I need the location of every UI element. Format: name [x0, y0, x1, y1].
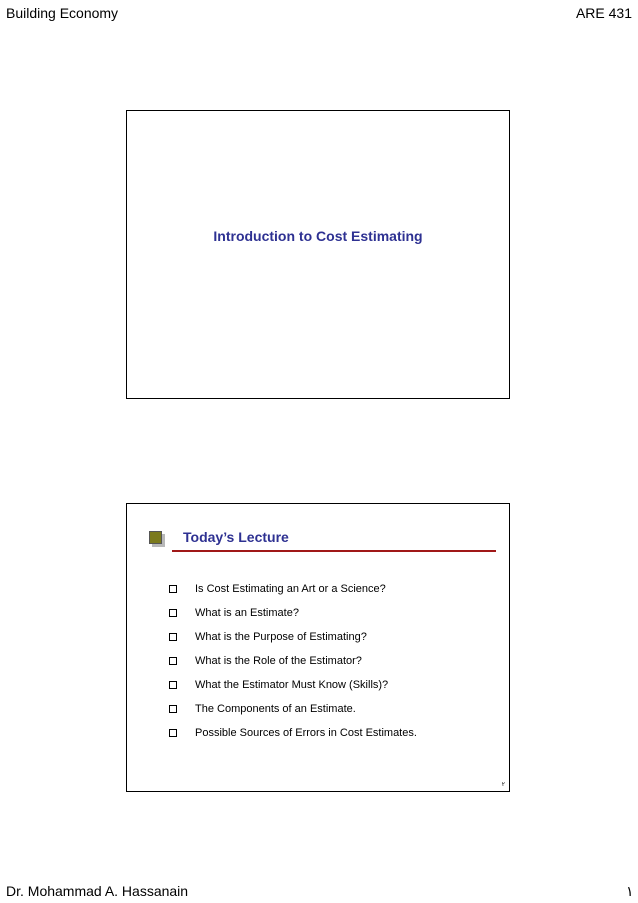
- lecture-topic-list: [169, 577, 417, 745]
- list-item: The Components of an Estimate.: [169, 697, 417, 721]
- list-item: What the Estimator Must Know (Skills)?: [169, 673, 417, 697]
- slide-1: [126, 110, 510, 399]
- list-item: What is an Estimate?: [169, 601, 417, 625]
- slide-2: [126, 503, 510, 792]
- list-item: Is Cost Estimating an Art or a Science?: [169, 577, 417, 601]
- list-item: What is the Purpose of Estimating?: [169, 625, 417, 649]
- title-underline: [172, 550, 496, 552]
- checkbox-bullet-icon: [169, 681, 177, 689]
- checkbox-bullet-icon: [169, 585, 177, 593]
- checkbox-bullet-icon: [169, 609, 177, 617]
- author-name: Dr. Mohammad A. Hassanain: [6, 883, 189, 899]
- title-bullet-icon: [149, 531, 162, 544]
- page-number: ١: [626, 883, 634, 899]
- checkbox-bullet-icon: [169, 705, 177, 713]
- slide-1-title: Introduction to Cost Estimating: [213, 228, 423, 244]
- checkbox-bullet-icon: [169, 729, 177, 737]
- list-item: Possible Sources of Errors in Cost Estimates.: [169, 721, 417, 745]
- slide-2-title: Today’s Lecture: [183, 529, 289, 545]
- slide-number: ٢: [501, 782, 505, 788]
- checkbox-bullet-icon: [169, 657, 177, 665]
- checkbox-bullet-icon: [169, 633, 177, 641]
- course-code: ARE 431: [575, 5, 632, 21]
- document-header-title: Building Economy: [6, 5, 119, 21]
- list-item: What is the Role of the Estimator?: [169, 649, 417, 673]
